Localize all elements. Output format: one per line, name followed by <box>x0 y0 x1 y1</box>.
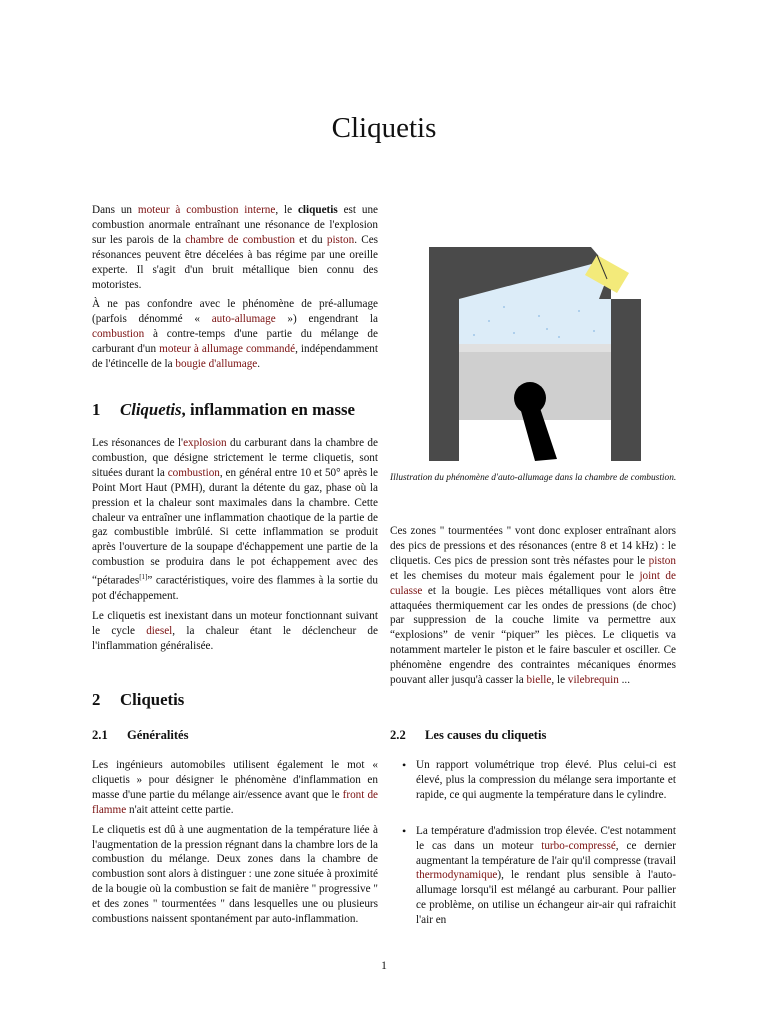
link-chambre-de-combustion[interactable]: chambre de combustion <box>185 233 295 246</box>
link-combustion[interactable]: combustion <box>92 328 145 341</box>
section-title: Généralités <box>127 728 189 742</box>
link-piston[interactable]: piston <box>648 554 676 567</box>
link-diesel[interactable]: diesel <box>146 624 173 637</box>
text: . Ces résonances peuvent être décelées à bas régime par une oreille experte. Il s'agit d'un bruit métallique bien connu des motoristes. <box>92 233 379 291</box>
causes-list <box>390 758 676 928</box>
list-item <box>390 824 676 928</box>
link-auto-allumage[interactable]: auto-allumage <box>211 313 276 326</box>
section-title: Les causes du cliquetis <box>425 728 547 742</box>
text: , en général entre 10 et 50° après le Point Mort Haut (PMH), durant la détente du gaz, phase où la pression et la chaleur sont maximales dans la chambre. Cette chaleur va entraîner une inflammation chaotique de la partie de gaz combustible imbrûlé. Si cette inflammation se produit après l'ouverture de la soupape d'échappement une partie de la combustion se produira dans le pot échappement avec des “pétarades <box>92 466 379 587</box>
bold-term: cliquetis <box>297 204 338 216</box>
link-thermodynamique[interactable]: thermodynamique <box>416 869 498 882</box>
text: , le <box>275 204 298 216</box>
text: Les ingénieurs automobiles utilisent également le mot « cliquetis » pour désigner le phénomène d'inflammation en masse d'une partie du mélange air/essence avant que le <box>92 759 378 801</box>
text: , ce dernier augmentant la température de l'air qu'il compresse (travail <box>416 839 676 867</box>
section-number: 2 <box>92 690 101 709</box>
link-combustion[interactable]: combustion <box>167 466 220 479</box>
section-number: 2.1 <box>92 728 108 742</box>
text: ), le rendant plus sensible à l'auto-allumage lorsqu'il est mélangé au carburant. Pour pallier ce problème, on utilise un échangeur air-air qui rafraichit l'air en <box>416 869 676 927</box>
link-joint-de-culasse[interactable]: joint de culasse <box>390 569 676 597</box>
section-2-heading <box>92 690 184 710</box>
text: Le cliquetis est inexistant dans un moteur fonctionnant suivant le cycle <box>92 609 378 637</box>
section-2-1-heading <box>92 728 189 743</box>
text: ” caractéristiques, voire des flammes à la sortie du pot d'échappement. <box>92 574 378 602</box>
link-moteur-combustion-interne[interactable]: moteur à combustion interne <box>137 204 276 216</box>
engine-knock-figure <box>429 241 641 461</box>
link-moteur-allumage-commande[interactable]: moteur à allumage commandé <box>159 343 296 356</box>
section-1-heading <box>92 400 355 420</box>
list-item <box>390 758 676 803</box>
section-2-2-heading <box>390 728 546 743</box>
page-number: 1 <box>381 960 387 972</box>
section-title-italic: Cliquetis <box>120 400 182 419</box>
text: ») engendrant la <box>275 313 378 326</box>
text: est une combustion anormale entraînant une résonance de l'explosion sur les parois de la <box>92 204 378 246</box>
section-title-rest: , inflammation en masse <box>181 400 355 419</box>
text: À ne pas confondre avec le phénomène de pré-allumage (parfois dénommé « <box>92 298 378 326</box>
text: . <box>257 358 261 371</box>
text: du carburant dans la chambre de combustion, que désigne strictement le terme cliquetis, sont situées durant la <box>92 437 378 479</box>
intro-paragraph-1 <box>92 203 378 292</box>
text: et la bougie. Les pièces métalliques vont alors être attaquées thermiquement car les ondes de pressions (de choc) par suppression de la couche limite va permettre aux “explosions” de venir “piquer” les pièces. Le cliquetis va notamment marteler le piston et le faire basculer et osciller. Ce phénomène engendre des contraintes mécaniques énormes pouvant aller jusqu'à casser la <box>390 584 676 687</box>
text: , le <box>551 674 568 687</box>
text: Ces zones " tourmentées " vont donc exploser entraînant alors des pics de pressions et des résonances (entre 8 et 14 kHz) : le cliquetis. Ces pics de pression sont très néfastes pour le <box>390 525 676 567</box>
right-column-text <box>390 524 676 693</box>
text: Dans un <box>92 204 138 216</box>
section-title: Cliquetis <box>120 690 185 709</box>
text: Un rapport volumétrique trop élevé. Plus celui-ci est élevé, plus la compression du mélange sera importante et rapide, ce qui augmente la température dans le cylindre. <box>416 759 676 801</box>
section-1-text <box>92 436 378 658</box>
text: et les chemises du moteur mais également pour le <box>390 569 640 582</box>
piston-top <box>459 344 611 352</box>
page-title: Cliquetis <box>331 112 437 144</box>
cylinder-wall-right <box>611 299 641 461</box>
link-explosion[interactable]: explosion <box>183 437 227 449</box>
text: ... <box>618 674 630 687</box>
section-2-1-text <box>92 758 378 932</box>
intro-paragraph-2 <box>92 297 378 372</box>
figure-caption: Illustration du phénomène d'auto-allumage dans la chambre de combustion. <box>390 473 677 483</box>
section-1-paragraph-2 <box>92 609 378 654</box>
section-1-paragraph-1 <box>92 436 378 604</box>
section-2-2-list <box>390 758 676 928</box>
section-2-1-paragraph-1 <box>92 758 378 818</box>
text: à contre-temps d'une partie du mélange de carburant d'un <box>92 328 378 356</box>
right-paragraph-1 <box>390 524 676 688</box>
link-bougie-allumage[interactable]: bougie d'allumage <box>175 358 258 371</box>
text: , indépendamment de l'étincelle de la <box>92 343 378 371</box>
text: La température d'admission trop élevée. C'est notamment le cas dans un moteur <box>416 824 676 852</box>
link-bielle[interactable]: bielle <box>526 674 552 687</box>
section-number: 2.2 <box>390 728 406 742</box>
link-vilebrequin[interactable]: vilebrequin <box>567 674 619 687</box>
text: n'ait atteint cette partie. <box>126 803 234 816</box>
footnote-ref[interactable]: [1] <box>139 573 148 582</box>
intro-text <box>92 203 378 377</box>
section-2-1-paragraph-2: Le cliquetis est dû à une augmentation de la température liée à l'augmentation de la pression régnant dans la chambre lors de la combustion du mélange. Deux zones dans la chambre de combustion sont alors à distinguer : une zone située à proximité de la bougie où la combustion se fait de manière " progressive " et des zones " tourmentées " dans lesquelles une ou plusieurs combustions naissent spontanément par auto-inflammation. <box>92 823 378 926</box>
link-piston[interactable]: piston <box>326 233 355 246</box>
link-turbo-compresse[interactable]: turbo-compressé <box>541 839 616 852</box>
text: Les résonances de l' <box>92 437 184 449</box>
link-front-de-flamme[interactable]: front de flamme <box>92 788 378 816</box>
text: et du <box>294 233 327 246</box>
section-number: 1 <box>92 400 101 419</box>
piston-pin <box>514 382 546 414</box>
text: , la chaleur étant le déclencheur de l'inflammation généralisée. <box>92 624 378 652</box>
